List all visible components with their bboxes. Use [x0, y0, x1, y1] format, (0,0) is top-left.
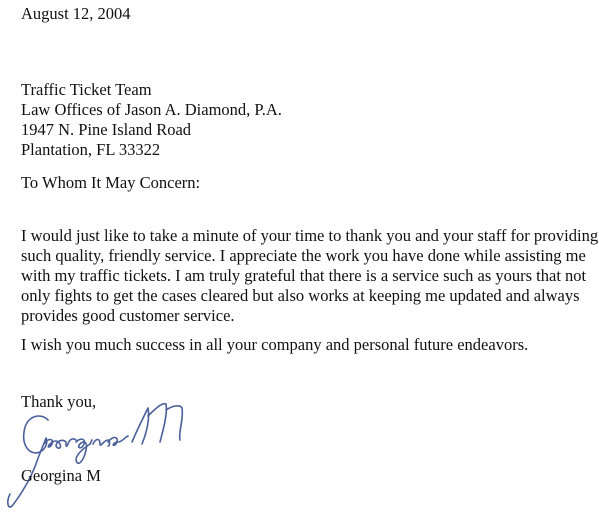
body-line: such quality, friendly service. I appreciate the work you have done while assisting me: [21, 246, 586, 265]
signer-name: Georgina M: [21, 466, 101, 485]
recipient-line: Plantation, FL 33322: [21, 140, 161, 159]
body-paragraph-1: [21, 226, 598, 326]
handwritten-signature: [0, 398, 200, 518]
body-line: with my traffic tickets. I am truly grateful that there is a service such as yours that not: [21, 266, 587, 285]
body-line: provides good customer service.: [21, 306, 235, 325]
recipient-line: 1947 N. Pine Island Road: [21, 120, 192, 139]
body-paragraph-2: I wish you much success in all your company and personal future endeavors.: [21, 335, 529, 354]
body-line: I would just like to take a minute of your time to thank you and your staff for providing: [21, 226, 599, 245]
closing: Thank you,: [21, 392, 97, 411]
letter-date: August 12, 2004: [21, 4, 131, 23]
recipient-line: Law Offices of Jason A. Diamond, P.A.: [21, 100, 282, 119]
body-line: only fights to get the cases cleared but also works at keeping me updated and always: [21, 286, 580, 305]
recipient-line: Traffic Ticket Team: [21, 80, 152, 99]
salutation: To Whom It May Concern:: [21, 173, 201, 192]
recipient-address: [21, 80, 282, 160]
